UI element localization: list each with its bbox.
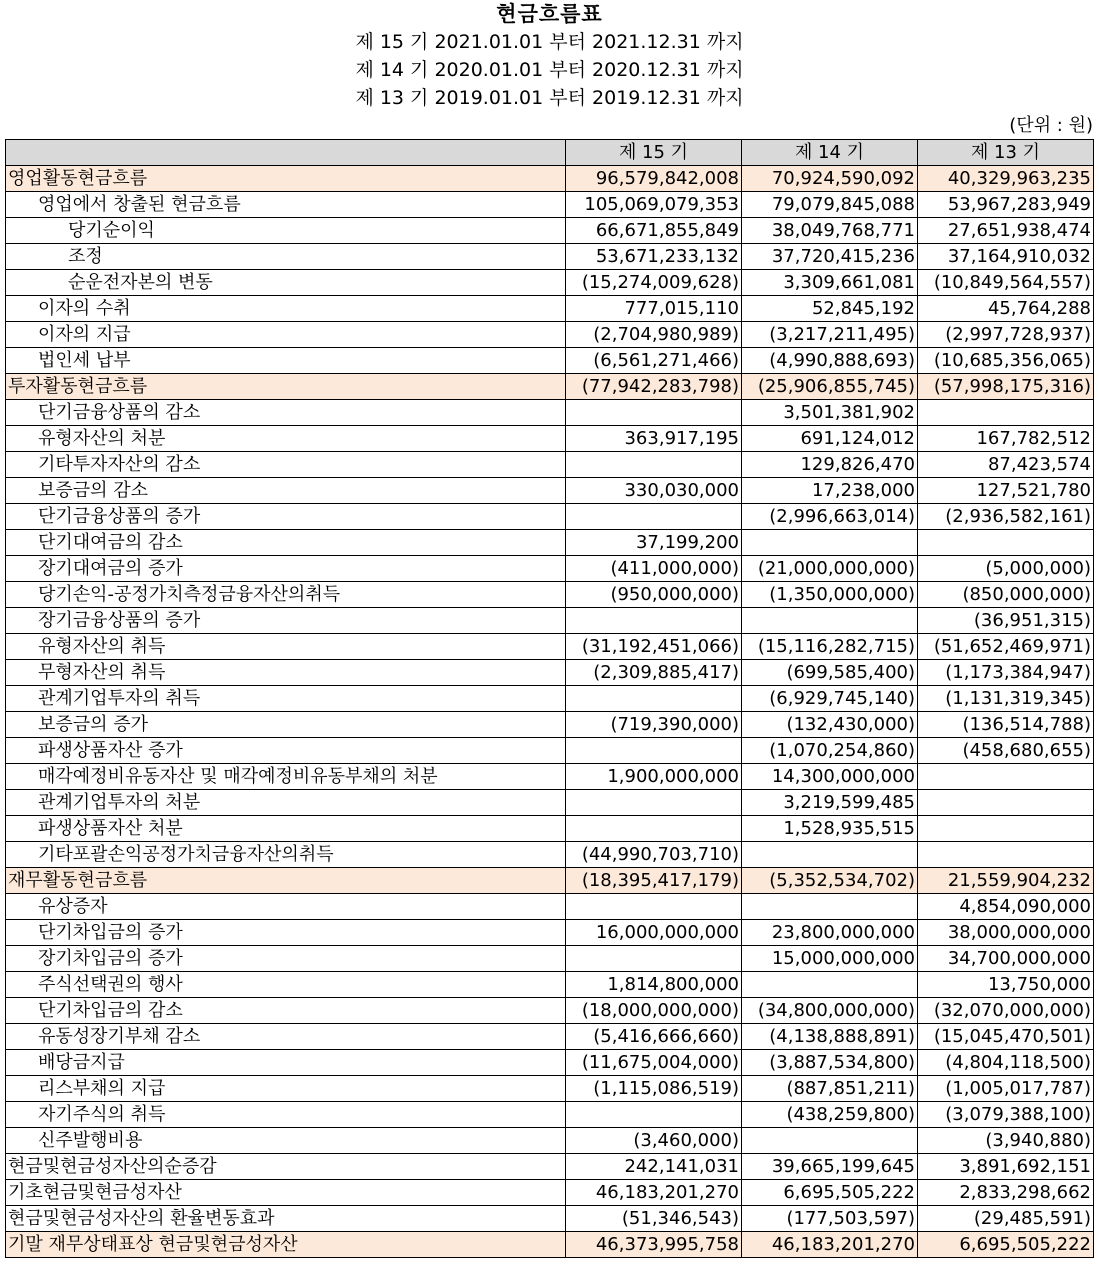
table-row [6,634,1094,660]
row-label: 보증금의 감소 [6,478,566,504]
row-value: 3,219,599,485 [742,790,918,816]
row-value [566,816,742,842]
row-value: 70,924,590,092 [742,166,918,192]
row-label: 현금및현금성자산의 환율변동효과 [6,1206,566,1232]
column-header-period: 제 13 기 [918,140,1094,166]
row-value [742,894,918,920]
table-row [6,894,1094,920]
row-value [742,972,918,998]
row-value: (458,680,655) [918,738,1094,764]
row-value: 52,845,192 [742,296,918,322]
row-label: 단기금융상품의 증가 [6,504,566,530]
row-value: (15,274,009,628) [566,270,742,296]
row-value [918,400,1094,426]
table-row [6,426,1094,452]
row-value: 167,782,512 [918,426,1094,452]
row-value: (132,430,000) [742,712,918,738]
table-row [6,712,1094,738]
row-value: 129,826,470 [742,452,918,478]
statement-header [0,0,1099,112]
row-label: 단기대여금의 감소 [6,530,566,556]
row-value: (31,192,451,066) [566,634,742,660]
row-value: 38,000,000,000 [918,920,1094,946]
row-value [566,400,742,426]
row-value: 15,000,000,000 [742,946,918,972]
row-value [566,608,742,634]
row-value: 21,559,904,232 [918,868,1094,894]
table-body [6,166,1094,1258]
period-line: 제 15 기 2021.01.01 부터 2021.12.31 까지 [355,31,744,53]
row-value: 3,501,381,902 [742,400,918,426]
table-row [6,504,1094,530]
row-label: 현금및현금성자산의순증감 [6,1154,566,1180]
row-value [566,686,742,712]
table-row [6,244,1094,270]
row-label: 조정 [6,244,566,270]
row-value: (2,309,885,417) [566,660,742,686]
row-value: (57,998,175,316) [918,374,1094,400]
table-row [6,920,1094,946]
row-label: 보증금의 증가 [6,712,566,738]
row-value: (25,906,855,745) [742,374,918,400]
row-value: 6,695,505,222 [742,1180,918,1206]
row-value: 1,814,800,000 [566,972,742,998]
row-value [918,764,1094,790]
row-value: (10,849,564,557) [918,270,1094,296]
row-value: (34,800,000,000) [742,998,918,1024]
table-row [6,322,1094,348]
row-value: (5,000,000) [918,556,1094,582]
statement-title: 현금흐름표 [496,2,603,26]
table-row [6,582,1094,608]
row-value: (15,116,282,715) [742,634,918,660]
row-value: (2,936,582,161) [918,504,1094,530]
table-row [6,686,1094,712]
row-value: (3,217,211,495) [742,322,918,348]
row-value: (411,000,000) [566,556,742,582]
row-value: 691,124,012 [742,426,918,452]
row-value: 2,833,298,662 [918,1180,1094,1206]
table-row [6,738,1094,764]
row-value: 40,329,963,235 [918,166,1094,192]
row-value [566,894,742,920]
row-value: 23,800,000,000 [742,920,918,946]
row-label: 리스부채의 지급 [6,1076,566,1102]
row-value: 79,079,845,088 [742,192,918,218]
row-value: 34,700,000,000 [918,946,1094,972]
row-label: 자기주식의 취득 [6,1102,566,1128]
row-label: 기타투자자산의 감소 [6,452,566,478]
row-label: 단기차입금의 감소 [6,998,566,1024]
row-value: (4,990,888,693) [742,348,918,374]
row-value [742,842,918,868]
table-row [6,556,1094,582]
row-label: 투자활동현금흐름 [6,374,566,400]
row-value: 13,750,000 [918,972,1094,998]
row-label: 기초현금및현금성자산 [6,1180,566,1206]
row-label: 법인세 납부 [6,348,566,374]
row-value [918,530,1094,556]
row-value: (29,485,591) [918,1206,1094,1232]
row-label: 당기손익-공정가치측정금융자산의취득 [6,582,566,608]
row-value: (32,070,000,000) [918,998,1094,1024]
row-value: (44,990,703,710) [566,842,742,868]
table-row [6,348,1094,374]
row-value: 53,671,233,132 [566,244,742,270]
row-value: 37,720,415,236 [742,244,918,270]
row-label: 기타포괄손익공정가치금융자산의취득 [6,842,566,868]
row-value: 242,141,031 [566,1154,742,1180]
table-row [6,660,1094,686]
row-value: (18,000,000,000) [566,998,742,1024]
row-label: 관계기업투자의 처분 [6,790,566,816]
row-value: (4,138,888,891) [742,1024,918,1050]
table-row [6,1154,1094,1180]
row-label: 단기차입금의 증가 [6,920,566,946]
row-value: (10,685,356,065) [918,348,1094,374]
row-value: 39,665,199,645 [742,1154,918,1180]
row-value: (1,131,319,345) [918,686,1094,712]
row-value: 330,030,000 [566,478,742,504]
row-value: 45,764,288 [918,296,1094,322]
row-value: 1,528,935,515 [742,816,918,842]
row-label: 장기대여금의 증가 [6,556,566,582]
row-value: (36,951,315) [918,608,1094,634]
row-value: 4,854,090,000 [918,894,1094,920]
row-value: (15,045,470,501) [918,1024,1094,1050]
table-row [6,270,1094,296]
row-label: 기말 재무상태표상 현금및현금성자산 [6,1232,566,1258]
row-value: 27,651,938,474 [918,218,1094,244]
table-row [6,998,1094,1024]
row-value: (3,887,534,800) [742,1050,918,1076]
row-value: 38,049,768,771 [742,218,918,244]
row-value: (1,350,000,000) [742,582,918,608]
table-row [6,1206,1094,1232]
row-value: (2,996,663,014) [742,504,918,530]
table-row [6,374,1094,400]
row-value [918,842,1094,868]
table-row [6,608,1094,634]
row-value: (51,346,543) [566,1206,742,1232]
row-value: (3,079,388,100) [918,1102,1094,1128]
row-value: (136,514,788) [918,712,1094,738]
row-value: 37,164,910,032 [918,244,1094,270]
row-value: 16,000,000,000 [566,920,742,946]
row-value [742,1128,918,1154]
row-value: (2,997,728,937) [918,322,1094,348]
row-value: (6,929,745,140) [742,686,918,712]
row-value [918,816,1094,842]
row-value: 105,069,079,353 [566,192,742,218]
row-value: (3,460,000) [566,1128,742,1154]
table-row [6,192,1094,218]
column-header-label [6,140,566,166]
row-label: 주식선택권의 행사 [6,972,566,998]
cash-flow-table [5,139,1094,1258]
row-label: 유형자산의 처분 [6,426,566,452]
row-value: 363,917,195 [566,426,742,452]
table-row [6,868,1094,894]
table-row [6,1050,1094,1076]
row-value: (719,390,000) [566,712,742,738]
row-value: 46,183,201,270 [742,1232,918,1258]
row-value [566,504,742,530]
row-value: (699,585,400) [742,660,918,686]
row-value [742,608,918,634]
row-value: (77,942,283,798) [566,374,742,400]
row-value: 3,309,661,081 [742,270,918,296]
row-value: 46,373,995,758 [566,1232,742,1258]
row-label: 당기순이익 [6,218,566,244]
row-value: (21,000,000,000) [742,556,918,582]
row-value: 3,891,692,151 [918,1154,1094,1180]
row-value: 6,695,505,222 [918,1232,1094,1258]
row-value: (11,675,004,000) [566,1050,742,1076]
table-row [6,296,1094,322]
row-label: 관계기업투자의 취득 [6,686,566,712]
row-value: (6,561,271,466) [566,348,742,374]
table-row [6,972,1094,998]
row-value: (1,070,254,860) [742,738,918,764]
table-row [6,400,1094,426]
column-header-period: 제 15 기 [566,140,742,166]
row-value: (4,804,118,500) [918,1050,1094,1076]
row-label: 단기금융상품의 감소 [6,400,566,426]
table-row [6,1024,1094,1050]
table-row [6,218,1094,244]
row-label: 영업활동현금흐름 [6,166,566,192]
row-value: (177,503,597) [742,1206,918,1232]
row-value: 46,183,201,270 [566,1180,742,1206]
row-label: 영업에서 창출된 현금흐름 [6,192,566,218]
row-value: 96,579,842,008 [566,166,742,192]
table-row [6,816,1094,842]
row-value: 87,423,574 [918,452,1094,478]
row-value [566,738,742,764]
row-value: (5,352,534,702) [742,868,918,894]
row-value [566,1102,742,1128]
row-value [566,946,742,972]
row-label: 파생상품자산 증가 [6,738,566,764]
row-label: 파생상품자산 처분 [6,816,566,842]
table-row [6,166,1094,192]
row-value: 777,015,110 [566,296,742,322]
table-row [6,1128,1094,1154]
row-label: 매각예정비유동자산 및 매각예정비유동부채의 처분 [6,764,566,790]
row-value: (1,005,017,787) [918,1076,1094,1102]
row-value: (3,940,880) [918,1128,1094,1154]
row-value: (51,652,469,971) [918,634,1094,660]
row-value [918,790,1094,816]
row-value: (2,704,980,989) [566,322,742,348]
row-label: 순운전자본의 변동 [6,270,566,296]
row-label: 장기차입금의 증가 [6,946,566,972]
row-value: (18,395,417,179) [566,868,742,894]
row-value: (1,115,086,519) [566,1076,742,1102]
table-row [6,842,1094,868]
row-value [566,790,742,816]
row-label: 배당금지급 [6,1050,566,1076]
column-header-period: 제 14 기 [742,140,918,166]
row-value: (1,173,384,947) [918,660,1094,686]
table-row [6,764,1094,790]
row-value [742,530,918,556]
table-row [6,452,1094,478]
row-label: 신주발행비용 [6,1128,566,1154]
table-row [6,1232,1094,1258]
table-row [6,790,1094,816]
row-value: (887,851,211) [742,1076,918,1102]
row-value [566,452,742,478]
row-value: (850,000,000) [918,582,1094,608]
row-label: 이자의 수취 [6,296,566,322]
row-label: 유상증자 [6,894,566,920]
row-value: 127,521,780 [918,478,1094,504]
row-value: 53,967,283,949 [918,192,1094,218]
row-value: 66,671,855,849 [566,218,742,244]
table-row [6,1180,1094,1206]
row-label: 재무활동현금흐름 [6,868,566,894]
row-label: 무형자산의 취득 [6,660,566,686]
row-label: 유형자산의 취득 [6,634,566,660]
table-row [6,478,1094,504]
period-line: 제 13 기 2019.01.01 부터 2019.12.31 까지 [355,87,744,109]
period-line: 제 14 기 2020.01.01 부터 2020.12.31 까지 [355,59,744,81]
row-label: 이자의 지급 [6,322,566,348]
row-value: 37,199,200 [566,530,742,556]
unit-label: (단위 : 원) [1009,115,1093,136]
table-header-row [6,140,1094,166]
table-row [6,1102,1094,1128]
row-value: 1,900,000,000 [566,764,742,790]
table-row [6,1076,1094,1102]
row-value: (950,000,000) [566,582,742,608]
row-value: (5,416,666,660) [566,1024,742,1050]
table-row [6,946,1094,972]
row-value: 17,238,000 [742,478,918,504]
row-value: (438,259,800) [742,1102,918,1128]
row-label: 장기금융상품의 증가 [6,608,566,634]
row-value: 14,300,000,000 [742,764,918,790]
row-label: 유동성장기부채 감소 [6,1024,566,1050]
table-row [6,530,1094,556]
